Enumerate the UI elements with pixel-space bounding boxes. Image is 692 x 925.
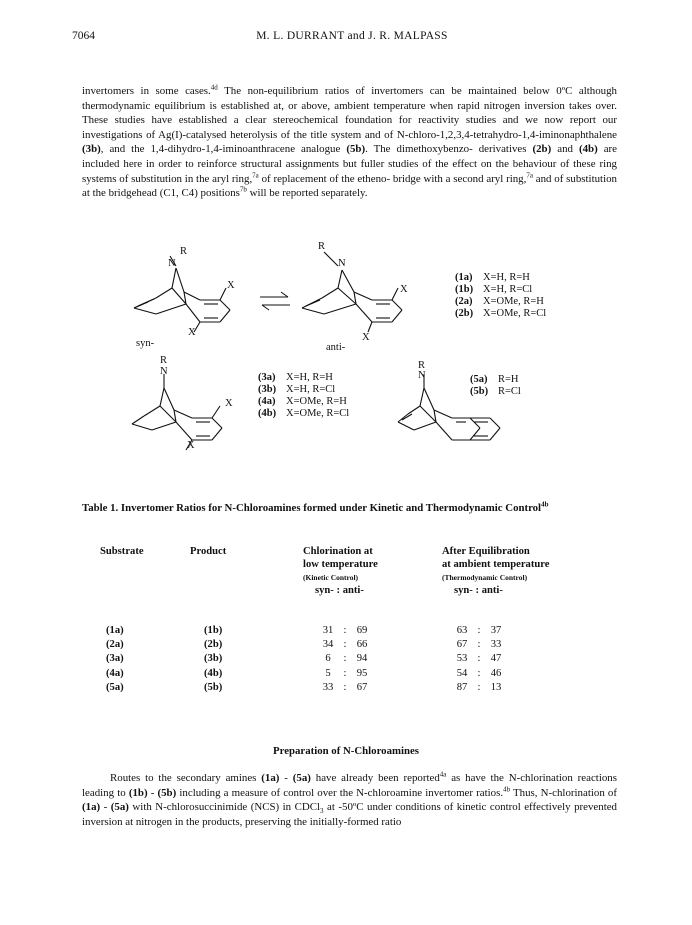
body-run: (1a) — [261, 772, 280, 784]
intro-run: (4b) — [578, 143, 598, 156]
running-title: M. L. DURRANT and J. R. MALPASS — [256, 30, 448, 42]
cpd5-N-label: N — [418, 370, 426, 381]
compound-row: (3a) X=H, R=H — [258, 372, 333, 383]
body-run: - — [100, 801, 111, 814]
body-run: 4b — [503, 784, 511, 793]
intro-run: (3b) — [82, 143, 101, 156]
body-run: including a measure of control over the N-chloroamine invertomer ratios. — [176, 786, 504, 799]
table-row: 53 : 47 — [456, 653, 502, 665]
intro-run: 7a — [252, 170, 259, 179]
compound-list-3-4 — [258, 372, 349, 420]
body-run: have already been reported — [310, 772, 440, 784]
intro-run: , and the 1,4-dihydro-1,4-iminoanthracene analogue — [100, 143, 347, 156]
anti-N-label: N — [338, 258, 346, 269]
syn-R-label: R — [180, 246, 188, 257]
compound-row: (3b) X=H, R=Cl — [258, 384, 336, 395]
intro-run: are included here in order to reinforce structural assignments but fuller studies of the effect on the behaviour of these ring systems of substitution in the aryl ring, — [82, 143, 617, 185]
compound-row: (1a) X=H, R=H — [455, 272, 530, 283]
compound-list-5 — [470, 374, 521, 398]
table-row: (5a) — [106, 681, 124, 693]
body-run: - — [279, 772, 293, 784]
anti-label: anti- — [326, 342, 346, 353]
col-kinetic-values — [318, 624, 372, 695]
table-row: 67 : 33 — [456, 639, 502, 651]
compound-row: (5b) R=Cl — [470, 386, 521, 397]
table-row: (4a) — [106, 667, 124, 679]
table-row: 33 : 67 — [322, 681, 368, 693]
col-header-kinetic: Chlorination at low temperature (Kinetic Control) syn- : anti- — [303, 546, 378, 596]
body-run: Thus, N-chlorination of — [510, 786, 617, 799]
table-row: 6 : 94 — [325, 653, 368, 665]
col-header-product: Product — [190, 546, 227, 557]
body-run: Routes to the secondary amines — [110, 772, 262, 784]
cpd3-R-label: R — [160, 355, 168, 366]
body-run: 3 — [320, 807, 324, 816]
compound-row: (1b) X=H, R=Cl — [455, 284, 533, 295]
table-row: 5 : 95 — [325, 667, 368, 679]
compound-row: (2b) X=OMe, R=Cl — [455, 308, 547, 319]
compound-row: (2a) X=OMe, R=H — [455, 296, 544, 307]
syn-label: syn- — [136, 338, 155, 349]
table-row: (3a) — [106, 653, 124, 665]
table-row: (2b) — [204, 639, 223, 651]
table-row: 63 : 37 — [456, 625, 502, 636]
body-run: as have the N-chlorination reactions leading to — [82, 772, 617, 799]
intro-run: will be reported separately. — [246, 187, 368, 200]
body-run: at -50ºC under conditions of kinetic control effectively prevented inversion at nitrogen in the products, preserving the initially-formed ratio — [82, 801, 618, 828]
body-run: (5a) — [110, 801, 129, 814]
syn-X2-label: X — [188, 327, 196, 338]
body-run: (1b) — [128, 786, 148, 799]
col-thermodynamic-values — [452, 624, 506, 695]
intro-run: and — [551, 143, 579, 156]
table-row: 31 : 69 — [322, 625, 368, 636]
cpd5-R-label: R — [418, 360, 426, 371]
table-row: 54 : 46 — [456, 667, 502, 679]
intro-run: The non-equilibrium ratios of invertomers can be maintained below 0ºC although thermodynamic equilibrium is established at, or above, ambient temperature when rapid nitrogen inversion takes over. These studies have established a clear stereochemical foundation for reactivity studies and we now report our investigations of Ag(I)-catalysed heterolysis of the title system and of N-chloro-1,2,3,4-tetrahydro-1,4-iminonaphthalene — [82, 85, 617, 141]
section-heading: Preparation of N-Chloroamines — [273, 745, 419, 757]
intro-run: and of substitution at the bridgehead (C1, C4) positions — [82, 172, 617, 200]
table-row: (4b) — [204, 667, 223, 679]
syn-N-label: N — [168, 258, 176, 269]
intro-run: 4d — [210, 83, 218, 92]
intro-run: 7a — [526, 170, 533, 179]
table-row: (1a) — [106, 625, 124, 636]
table-row: 34 : 66 — [322, 639, 368, 651]
anti-X2-label: X — [362, 332, 370, 343]
table-row: 87 : 13 — [456, 681, 502, 693]
body-run: (1a) — [82, 801, 101, 814]
body-run: (5b) — [157, 786, 177, 799]
col-substrate-values — [106, 624, 124, 695]
body-run: (5a) — [292, 772, 311, 784]
table-caption: Table 1. Invertomer Ratios for N-Chloroamines formed under Kinetic and Thermodynamic Control$^{4b}$ — [82, 500, 549, 514]
table-row: (3b) — [204, 653, 223, 665]
anti-X1-label: X — [400, 284, 408, 295]
intro-run: (5b) — [346, 143, 366, 156]
body-paragraph — [82, 771, 617, 829]
syn-X1-label: X — [227, 280, 235, 291]
table-row: (5b) — [204, 681, 223, 693]
compound-row: (4a) X=OMe, R=H — [258, 396, 347, 407]
cpd3-X2-label: X — [187, 440, 195, 451]
col-product-values — [204, 624, 222, 695]
page-number: 7064 — [72, 30, 95, 42]
col-header-substrate: Substrate — [100, 546, 144, 557]
intro-run: invertomers in some cases. — [82, 85, 211, 97]
intro-run: 7b — [239, 185, 247, 194]
compound-row: (5a) R=H — [470, 374, 519, 385]
cpd3-X1-label: X — [225, 398, 233, 409]
compound-list-1-2 — [455, 272, 546, 320]
body-run: with N-chlorosuccinimide (NCS) in CDCl — [128, 801, 321, 814]
col-header-thermodynamic: After Equilibration at ambient temperature (Thermodynamic Control) syn- : anti- — [442, 546, 550, 596]
intro-run: . The dimethoxybenzo- derivatives — [365, 143, 533, 156]
intro-run: of replacement of the etheno- bridge with a second aryl ring, — [258, 172, 527, 185]
body-run: - — [147, 786, 158, 799]
anti-R-label: R — [318, 241, 326, 252]
cpd3-N-label: N — [160, 366, 168, 377]
compound-row: (4b) X=OMe, R=Cl — [258, 408, 350, 419]
table-row: (2a) — [106, 639, 124, 651]
body-paragraph-text — [82, 771, 617, 829]
body-run: 4a — [439, 770, 447, 779]
intro-run: (2b) — [532, 143, 552, 156]
equilibrium-arrows — [258, 290, 292, 312]
table-row: (1b) — [204, 625, 223, 636]
